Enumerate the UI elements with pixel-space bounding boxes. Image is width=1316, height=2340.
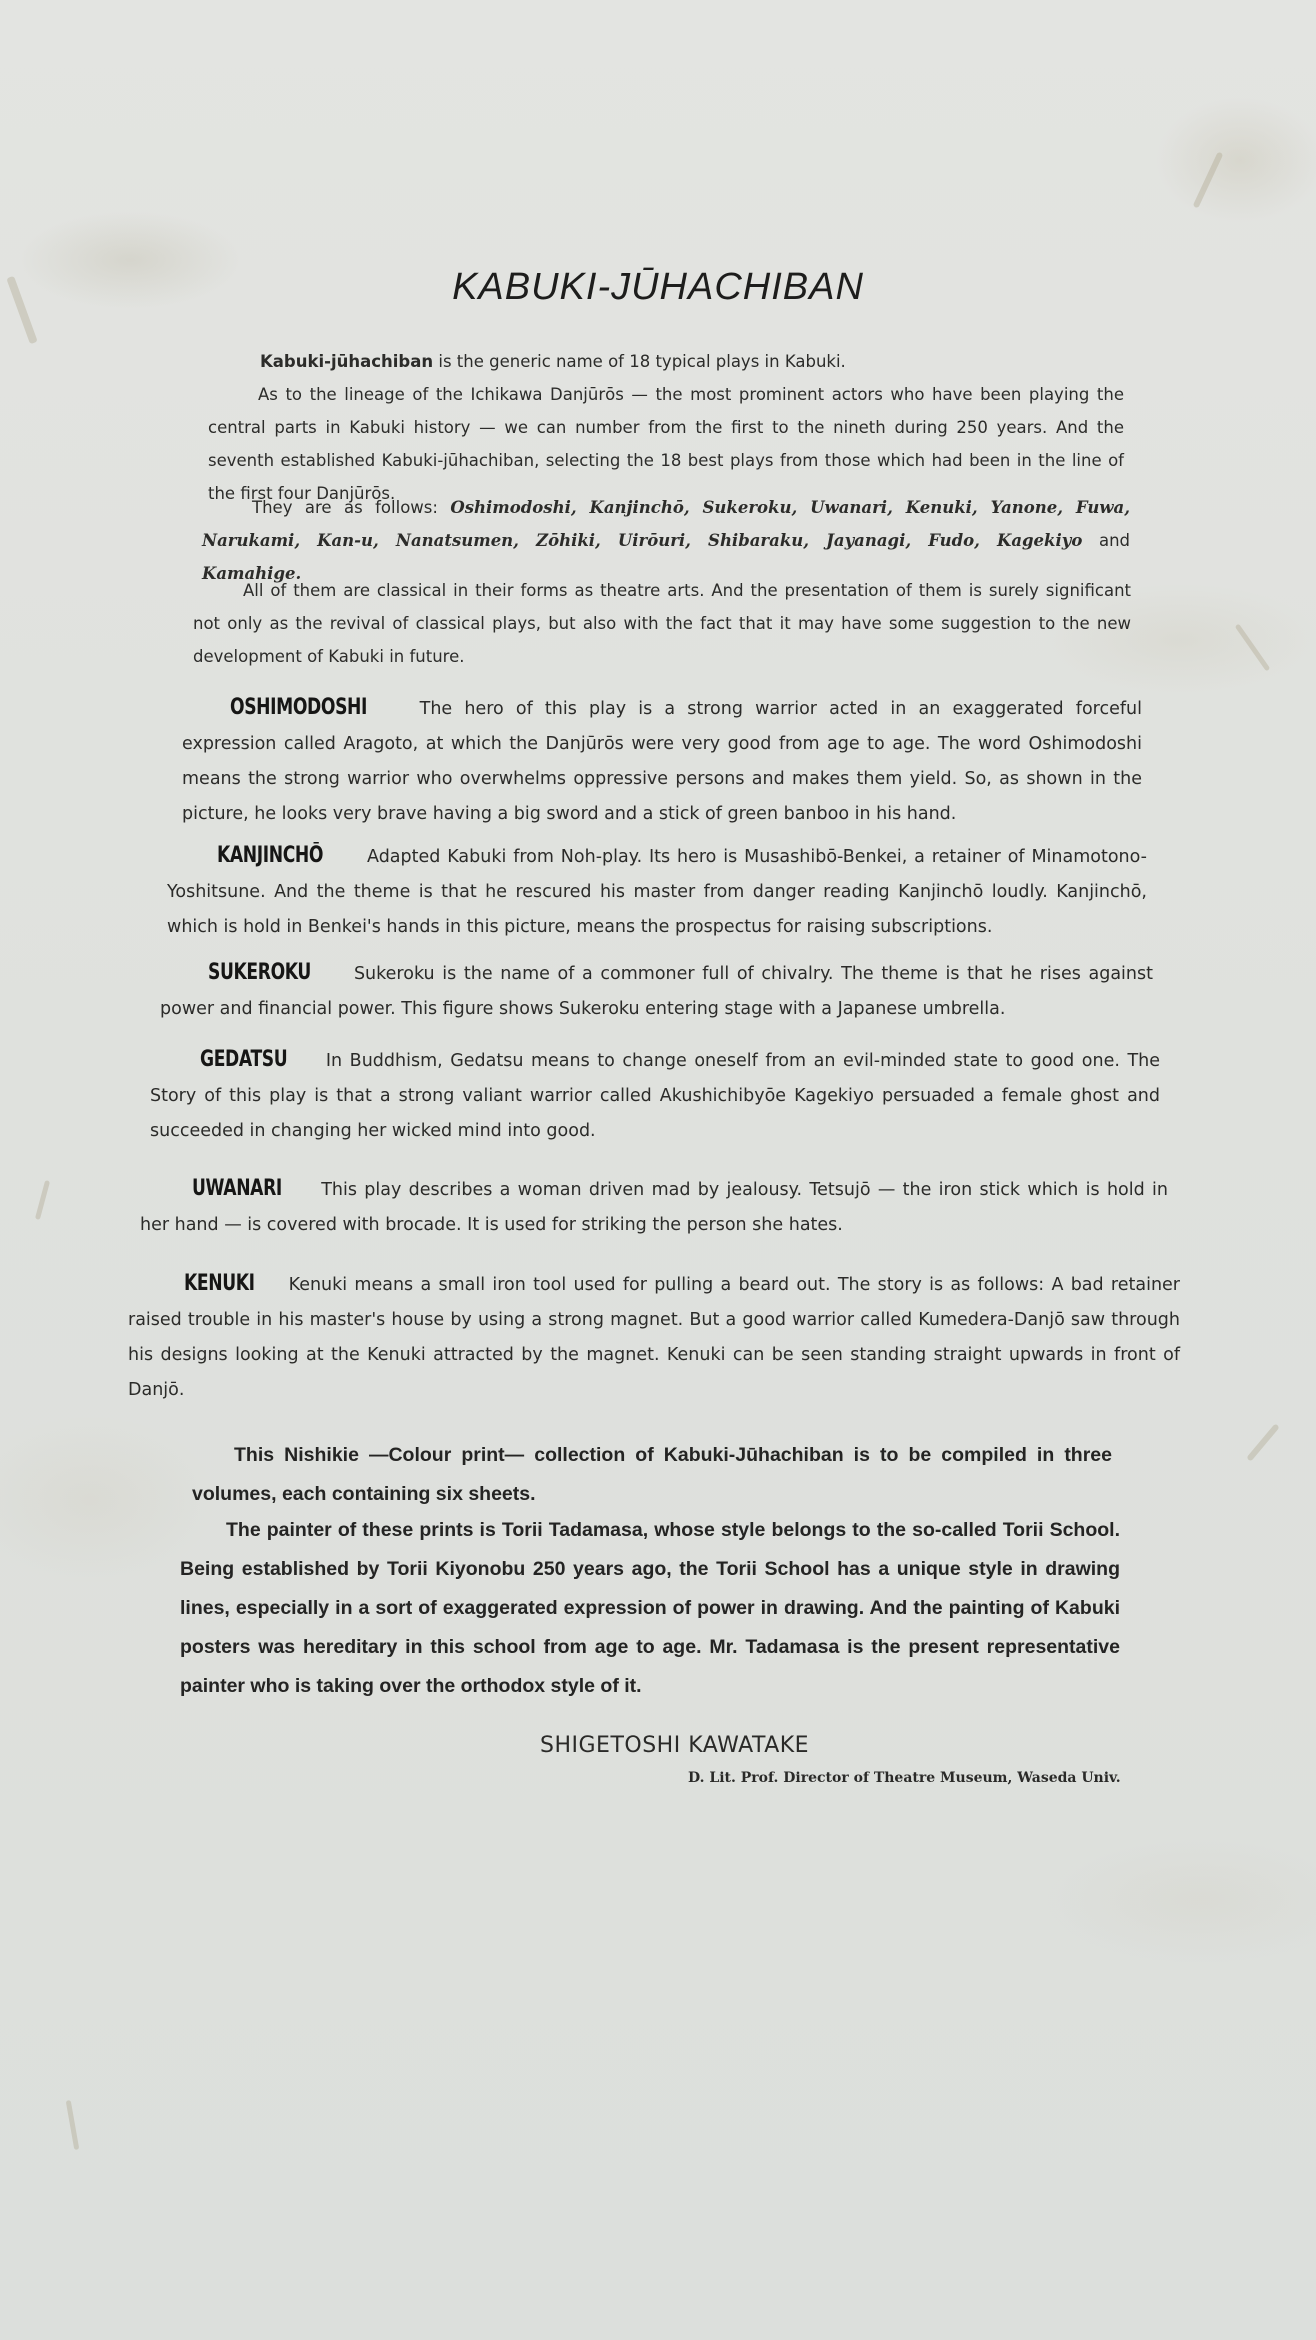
section-heading: KANJINCHŌ [217, 843, 324, 868]
closing-p2-text: The painter of these prints is Torii Tadamasa, whose style belongs to the so-called Torii School. Being established by Torii Kiyonobu 250 years ago, the Torii School has a unique style in drawing lines, especially in a sort of exaggerated expression of power in drawing. And the painting of Kabuki posters was hereditary in this school from age to age. Mr. Tadamasa is the present representative painter who is taking over the orthodox style of it. [180, 1519, 1120, 1697]
document-title: KABUKI-JŪHACHIBAN [452, 266, 864, 308]
section-heading: KENUKI [184, 1271, 255, 1296]
play-list: Oshimodoshi, Kanjinchō, Sukeroku, Uwanari, Kenuki, Yanone, Fuwa, Narukami, Kan-u, Nanatsumen, Zōhiki, Uirōuri, Shibaraku, Jayanagi, Fudo, Kagekiyo [202, 498, 1130, 550]
author-title: D. Lit. Prof. Director of Theatre Museum, Waseda Univ. [688, 1770, 1121, 1786]
paper-fiber [1235, 624, 1271, 672]
paper-fiber [66, 2100, 80, 2150]
intro-p1-text: is the generic name of 18 typical plays in Kabuki. [433, 352, 846, 371]
section-text: In Buddhism, Gedatsu means to change oneself from an evil-minded state to good one. The Story of this play is that a strong valiant warrior called Akushichibyōe Kagekiyo persuaded a female ghost and succeeded in changing her wicked mind into good. [150, 1051, 1160, 1141]
section-kenuki [128, 1266, 1180, 1408]
section-text: Sukeroku is the name of a commoner full of chivalry. The theme is that he rises against power and financial power. This figure shows Sukeroku entering stage with a Japanese umbrella. [160, 964, 1153, 1019]
paper-fiber [35, 1180, 50, 1220]
paper-fiber [1193, 152, 1224, 209]
section-heading: GEDATSU [200, 1047, 288, 1072]
section-text: The hero of this play is a strong warrior acted in an exaggerated forceful expression called Aragoto, at which the Danjūrōs were very good from age to age. The word Oshimodoshi means the strong warrior who overwhelms oppressive persons and makes them yield. So, as shown in the picture, he looks very brave having a big sword and a stick of green banboo in his hand. [182, 699, 1142, 824]
closing-p1-text: This Nishikie —Colour print— collection of Kabuki-Jūhachiban is to be compiled in three volumes, each containing six sheets. [192, 1444, 1112, 1505]
closing-paragraph-2 [180, 1511, 1120, 1706]
author-name: SHIGETOSHI KAWATAKE [540, 1733, 810, 1758]
section-text: This play describes a woman driven mad by jealousy. Tetsujō — the iron stick which is hold in her hand — is covered with brocade. It is used for striking the person she hates. [140, 1180, 1168, 1235]
section-heading: SUKEROKU [208, 960, 311, 985]
intro-p2-text: As to the lineage of the Ichikawa Danjūrōs — the most prominent actors who have been playing the central parts in Kabuki history — we can number from the first to the nineth during 250 years. And the seventh established Kabuki-jūhachiban, selecting the 18 best plays from those which had been in the line of the first four Danjūrōs. [208, 385, 1124, 503]
intro-p3-lead: They are as follows: [252, 498, 451, 517]
section-oshimodoshi [182, 690, 1142, 832]
intro-p4-text: All of them are classical in their forms as theatre arts. And the presentation of them is surely significant not only as the revival of classical plays, but also with the fact that it may have some suggestion to the new development of Kabuki in future. [193, 581, 1131, 666]
section-sukeroku [160, 955, 1153, 1027]
closing-paragraph-1 [192, 1436, 1112, 1514]
section-gedatsu [150, 1042, 1160, 1149]
section-heading: UWANARI [192, 1176, 282, 1201]
intro-paragraph-1 [210, 345, 1130, 378]
play-list-last: Kamahige. [202, 564, 302, 583]
section-heading: OSHIMODOSHI [230, 695, 368, 720]
section-text: Kenuki means a small iron tool used for pulling a beard out. The story is as follows: A bad retainer raised trouble in his master's house by using a strong magnet. But a good warrior called Kumedera-Danjō saw through his designs looking at the Kenuki attracted by the magnet. Kenuki can be seen standing straight upwards in front of Danjō. [128, 1275, 1180, 1400]
intro-p3-and: and [1082, 531, 1130, 550]
paper-fiber [1246, 1423, 1280, 1461]
intro-paragraph-4 [193, 574, 1131, 673]
section-kanjincho [167, 838, 1147, 945]
section-uwanari [140, 1171, 1168, 1243]
section-text: Adapted Kabuki from Noh-play. Its hero is Musashibō-Benkei, a retainer of Minamotono-Yoshitsune. And the theme is that he rescured his master from danger reading Kanjinchō loudly. Kanjinchō, which is hold in Benkei's hands in this picture, means the prospectus for raising subscriptions. [167, 847, 1147, 937]
intro-lead-term: Kabuki-jūhachiban [260, 352, 434, 371]
